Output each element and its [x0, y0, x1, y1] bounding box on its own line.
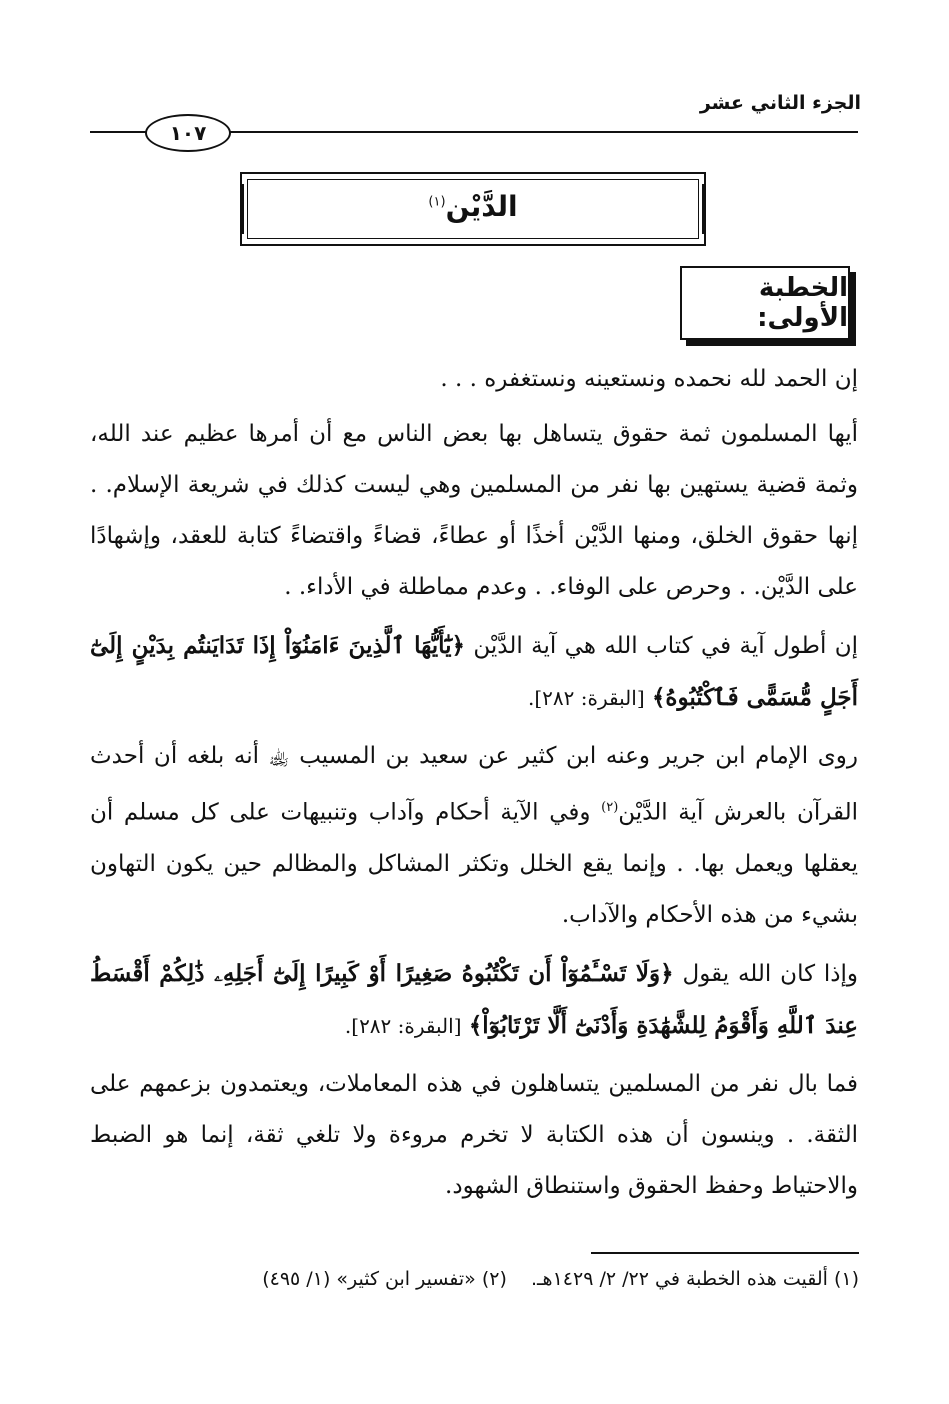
verse-citation: [البقرة: ٢٨٢]. — [344, 1013, 462, 1038]
title-footnote-ref: (١) — [428, 194, 446, 210]
footnotes — [91, 1268, 859, 1290]
paragraph-text: وإذا كان الله يقول — [682, 960, 859, 987]
paragraph: إن الحمد لله نحمده ونستعينه ونستغفره . . . — [440, 366, 858, 392]
footnote-2: (٢) «تفسير ابن كثير» (١/ ٤٩٥) — [262, 1268, 507, 1290]
page-number: ١٠٧ — [145, 114, 231, 152]
paragraph — [90, 731, 858, 941]
running-header: الجزء الثاني عشر — [699, 92, 861, 114]
chapter-title — [242, 190, 704, 223]
quran-verse: ﴿وَلَا تَسْـَٔمُوٓاْ أَن تَكْتُبُوهُ صَغِيرًا أَوْ كَبِيرًا إِلَىٰٓ أَجَلِهِۦ ذَٰلِكُمْ أَقْسَطُ عِندَ ٱللَّهِ وَأَقْوَمُ لِلشَّهَٰدَةِ وَأَدْنَىٰٓ أَلَّا تَرْتَابُوٓاْ﴾ — [90, 959, 858, 1039]
paragraph-text: روى الإمام ابن جرير وعنه ابن كثير عن سعيد بن المسيب ﵀ أنه بلغه أن أحدث القرآن بالعرش آية الدَّيْن — [90, 743, 858, 826]
body-text — [90, 354, 858, 1219]
footnote-rule — [591, 1252, 859, 1254]
paragraph — [90, 620, 858, 724]
title-frame — [240, 172, 706, 246]
paragraph-text: إن أطول آية في كتاب الله هي آية الدَّيْن — [473, 633, 858, 659]
quran-verse: ﴿يَٰٓأَيُّهَا ٱلَّذِينَ ءَامَنُوٓاْ إِذَا تَدَايَنتُم بِدَيْنٍ إِلَىٰٓ أَجَلٍ مُّسَمًّى فَٱكْتُبُوهُ﴾ — [90, 632, 858, 711]
footnote-1: (١) ألقيت هذه الخطبة في ٢٢/ ٢/ ١٤٢٩هـ. — [530, 1268, 859, 1290]
section-heading: الخطبة الأولى: — [680, 266, 850, 340]
verse-citation: [البقرة: ٢٨٢]. — [528, 686, 645, 710]
paragraph-text: وفي الآية أحكام وآداب وتنبيهات على كل مسلم أن يعقلها ويعمل بها. . وإنما يقع الخلل وتكثر المشاكل والمظالم حين يكون التهاون بشيء من هذه الأحكام والآداب. — [90, 799, 858, 928]
footnote-ref: (٢) — [601, 800, 619, 815]
paragraph — [90, 948, 858, 1052]
chapter-title-text: الدَّيْن — [445, 190, 518, 223]
paragraph: فما بال نفر من المسلمين يتساهلون في هذه المعاملات، ويعتمدون بزعمهم على الثقة. . وينسون أن هذه الكتابة لا تخرم مروءة ولا تلغي ثقة، إنما هو الضبط والاحتياط وحفظ الحقوق واستنطاق الشهود. — [90, 1070, 858, 1199]
paragraph: أيها المسلمون ثمة حقوق يتساهل بها بعض الناس مع أن أمرها عظيم عند الله، وثمة قضية يستهين بها نفر من المسلمين وهي ليست كذلك في شريعة الإسلام. . إنها حقوق الخلق، ومنها الدَّيْن أخذًا أو عطاءً، قضاءً واقتضاءً كتابة للعقد، وإشهادًا على الدَّيْن. . وحرص على الوفاء. . وعدم مماطلة في الأداء. . — [90, 421, 858, 600]
